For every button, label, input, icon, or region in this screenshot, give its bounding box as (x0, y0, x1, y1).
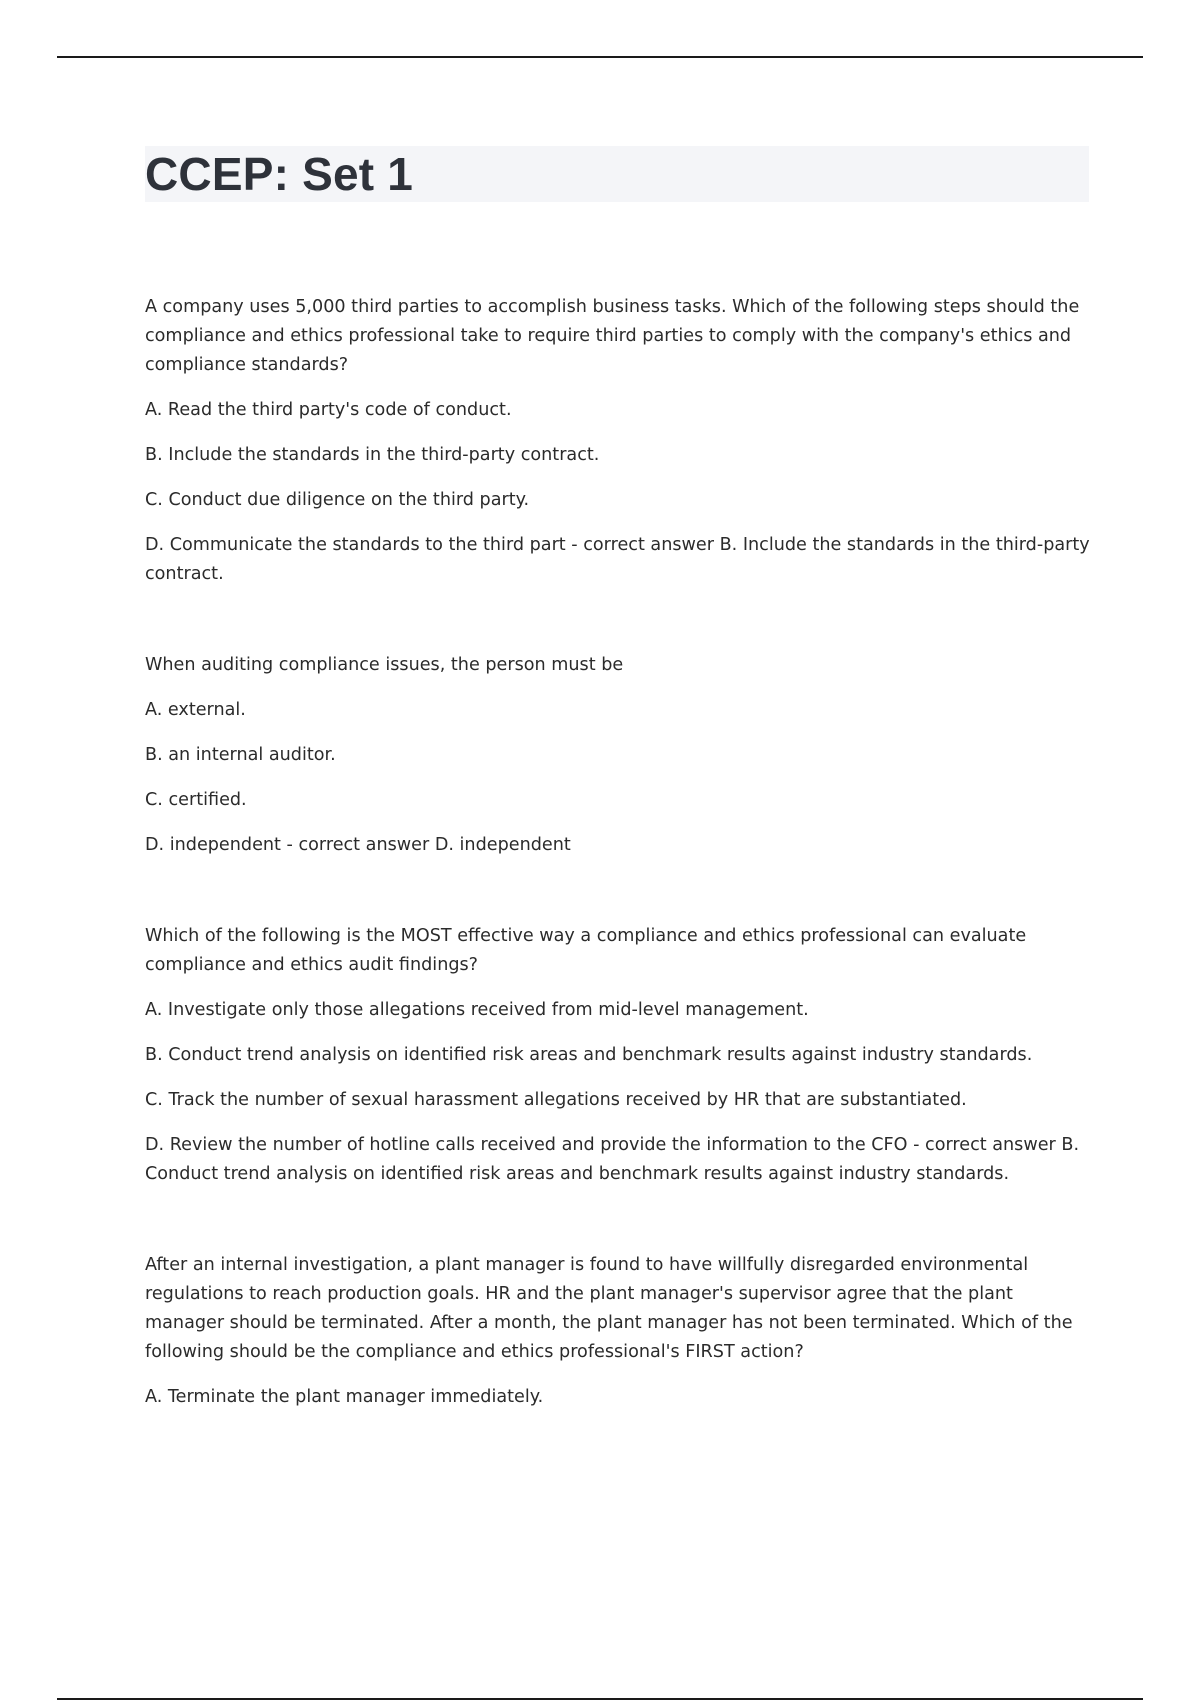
question-4 (145, 1251, 1090, 1412)
answer-option-d: D. independent - correct answer D. independent (145, 835, 571, 855)
answer-option-a: A. Terminate the plant manager immediately. (145, 1387, 544, 1407)
answer-option-a: A. external. (145, 700, 246, 720)
answer-option-b: B. Conduct trend analysis on identified risk areas and benchmark results against industry standards. (145, 1045, 1033, 1065)
answer-option-d: D. Communicate the standards to the third part - correct answer B. Include the standards in the third-party contract. (145, 535, 1090, 584)
answer-option-c: C. Track the number of sexual harassment allegations received by HR that are substantiated. (145, 1090, 967, 1110)
answer-option-d: D. Review the number of hotline calls received and provide the information to the CFO - correct answer B. Conduct trend analysis on identified risk areas and benchmark results against industry standards. (145, 1135, 1080, 1184)
question-2 (145, 651, 1090, 860)
question-stem: When auditing compliance issues, the person must be (145, 655, 624, 675)
answer-option-b: B. an internal auditor. (145, 745, 336, 765)
answer-option-a: A. Read the third party's code of conduct. (145, 400, 512, 420)
top-divider (57, 56, 1143, 58)
question-stem: A company uses 5,000 third parties to accomplish business tasks. Which of the following steps should the compliance and ethics professional take to require third parties to comply with the company's ethics and compliance standards? (145, 297, 1080, 375)
answer-option-a: A. Investigate only those allegations received from mid-level management. (145, 1000, 809, 1020)
question-list (145, 293, 1090, 1474)
page-title: CCEP: Set 1 (145, 148, 414, 200)
answer-option-b: B. Include the standards in the third-party contract. (145, 445, 600, 465)
question-1 (145, 293, 1090, 589)
question-stem: After an internal investigation, a plant manager is found to have willfully disregarded environmental regulations to reach production goals. HR and the plant manager's supervisor agree that the plant manager should be terminated. After a month, the plant manager has not been terminated. Which of the following should be the compliance and ethics professional's FIRST action? (145, 1255, 1073, 1362)
answer-option-c: C. Conduct due diligence on the third party. (145, 490, 530, 510)
question-stem: Which of the following is the MOST effective way a compliance and ethics professional can evaluate compliance and ethics audit findings? (145, 926, 1027, 975)
question-3 (145, 922, 1090, 1189)
answer-option-c: C. certified. (145, 790, 247, 810)
